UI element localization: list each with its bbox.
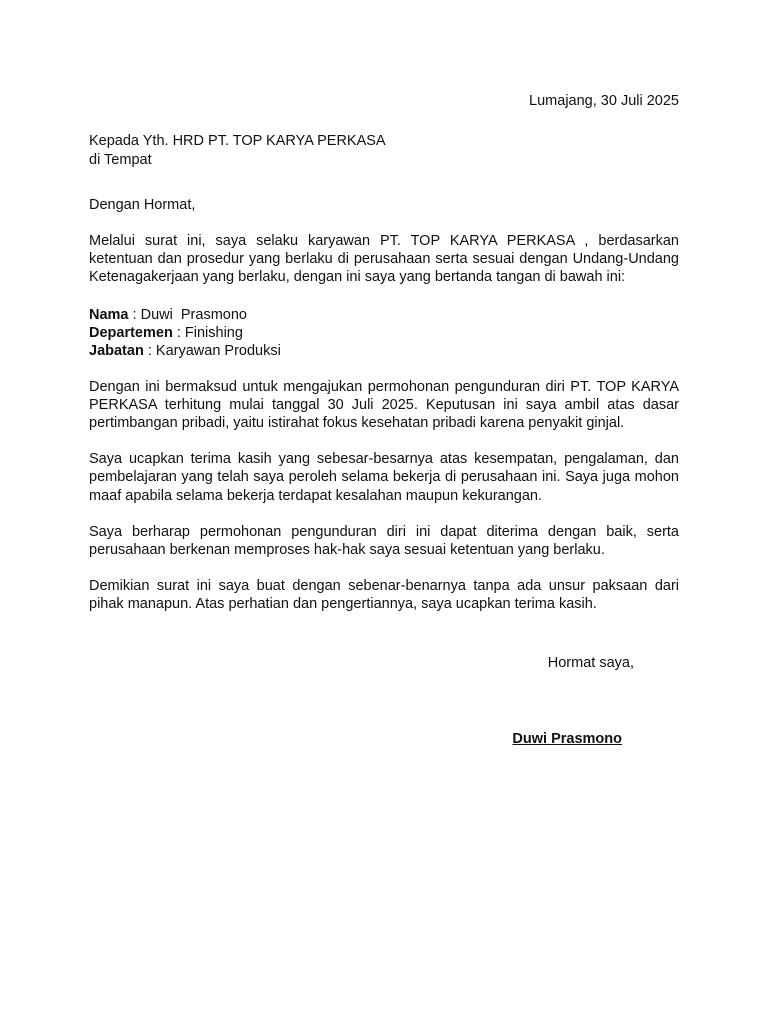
name-label: Nama (89, 306, 129, 323)
signer-name: Duwi Prasmono (512, 730, 622, 747)
salutation: Dengan Hormat, (89, 197, 196, 213)
date-line: Lumajang, 30 Juli 2025 (529, 93, 679, 109)
identity-row-department (89, 324, 679, 342)
identity-row-name (89, 306, 679, 324)
closing-paragraph: Demikian surat ini saya buat dengan sebenar-benarnya tanpa ada unsur paksaan dari pihak manapun. Atas perhatian dan pengertiannya, saya ucapkan terima kasih. (89, 578, 679, 613)
name-separator: : (128, 306, 141, 323)
resignation-paragraph: Dengan ini bermaksud untuk mengajukan permohonan pengunduran diri PT. TOP KARYA PERKASA terhitung mulai tanggal 30 Juli 2025. Keputusan ini saya ambil atas dasar pertimbangan pribadi, yaitu istirahat fokus kesehatan pribadi karena penyakit ginjal. (89, 378, 679, 432)
department-label: Departemen (89, 324, 173, 341)
intro-paragraph: Melalui surat ini, saya selaku karyawan PT. TOP KARYA PERKASA , berdasarkan ketentuan dan prosedur yang berlaku di perusahaan serta sesuai dengan Undang-Undang Ketenagakerjaan yang berlaku, dengan ini saya yang bertanda tangan di bawah ini: (89, 233, 679, 286)
name-value: Duwi Prasmono (140, 306, 247, 323)
hope-paragraph: Saya berharap permohonan pengunduran diri ini dapat diterima dengan baik, serta perusahaan berkenan memproses hak-hak saya sesuai ketentuan yang berlaku. (89, 523, 679, 559)
addressee-block (89, 132, 679, 169)
identity-row-position (89, 342, 679, 360)
addressee-line-2: di Tempat (89, 151, 152, 168)
position-separator: : (143, 342, 156, 359)
signature-block (89, 654, 679, 748)
gratitude-paragraph: Saya ucapkan terima kasih yang sebesar-besarnya atas kesempatan, pengalaman, dan pembelajaran yang telah saya peroleh selama bekerja di perusahaan ini. Saya juga mohon maaf apabila selama bekerja terdapat kesalahan maupun kekurangan. (89, 451, 679, 504)
position-label: Jabatan (89, 342, 144, 359)
addressee-line-1: Kepada Yth. HRD PT. TOP KARYA PERKASA (89, 133, 386, 149)
identity-block (89, 306, 679, 360)
signature-space (89, 672, 679, 730)
letter-content (89, 0, 679, 748)
department-separator: : (172, 324, 185, 341)
closing-word: Hormat saya, (547, 654, 634, 671)
position-value: Karyawan Produksi (155, 342, 281, 359)
department-value: Finishing (184, 324, 243, 341)
